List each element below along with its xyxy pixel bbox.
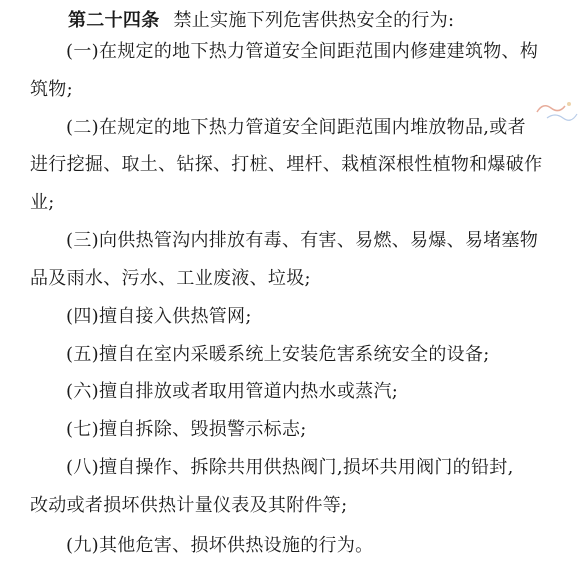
item-8-line-2: 改动或者损坏供热计量仪表及其附件等; <box>30 495 348 516</box>
item-6-line: (六)擅自排放或者取用管道内热水或蒸汽; <box>66 381 399 402</box>
item-3-line-2: 品及雨水、污水、工业废液、垃圾; <box>30 268 311 289</box>
article-heading: 禁止实施下列危害供热安全的行为: <box>173 10 455 31</box>
item-2-line-1: (二)在规定的地下热力管道安全间距范围内堆放物品,或者 <box>66 117 526 138</box>
item-5-line: (五)擅自在室内采暖系统上安装危害系统安全的设备; <box>66 344 490 365</box>
item-4-line: (四)擅自接入供热管网; <box>66 306 252 327</box>
article-heading-line <box>68 9 454 33</box>
item-1-line-1: (一)在规定的地下热力管道安全间距范围内修建建筑物、构 <box>66 41 539 62</box>
item-1-line-2: 筑物; <box>30 79 73 100</box>
watermark-mark <box>533 96 579 126</box>
article-number: 第二十四条 <box>68 10 160 31</box>
item-2-line-2: 进行挖掘、取土、钻探、打桩、埋杆、栽植深根性植物和爆破作 <box>30 154 543 175</box>
item-3-line-1: (三)向供热管沟内排放有毒、有害、易燃、易爆、易堵塞物 <box>66 230 539 251</box>
item-7-line: (七)擅自拆除、毁损警示标志; <box>66 419 307 440</box>
item-8-line-1: (八)擅自操作、拆除共用供热阀门,损坏共用阀门的铅封, <box>66 457 514 478</box>
item-9-line: (九)其他危害、损坏供热设施的行为。 <box>66 535 374 556</box>
item-2-line-3: 业; <box>30 192 55 213</box>
